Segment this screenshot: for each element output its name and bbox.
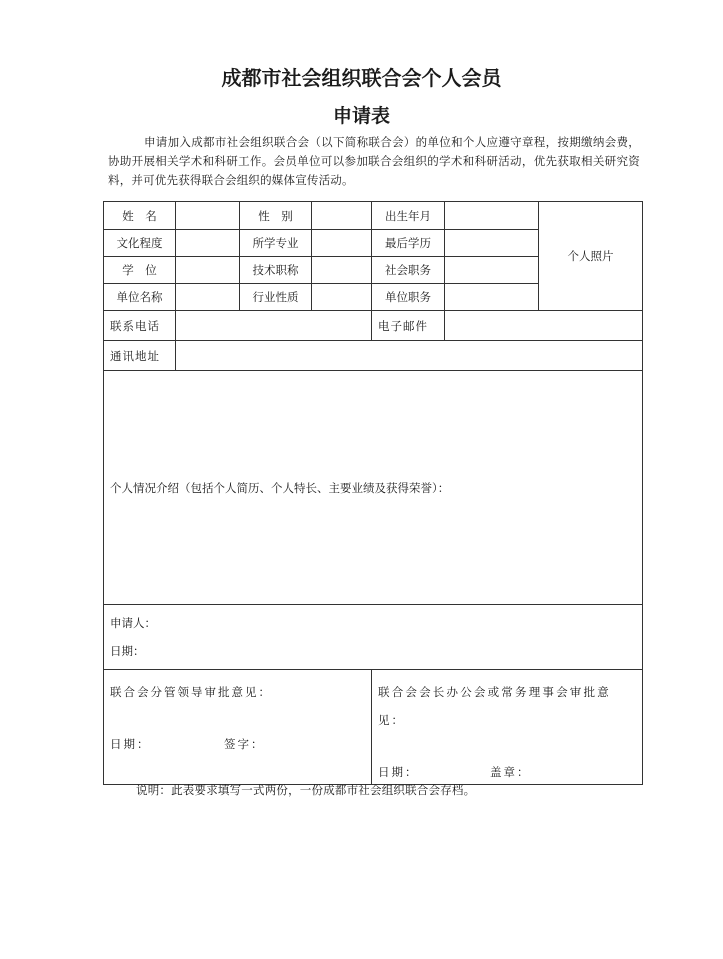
photo-cell[interactable] — [539, 202, 643, 311]
field-major[interactable] — [312, 230, 372, 257]
label-council-opinion-1: 联合会会长办公会或常务理事会审批意 — [378, 685, 611, 699]
field-industry[interactable] — [312, 284, 372, 311]
label-applicant: 申请人： — [110, 616, 156, 630]
label-degree: 学 位 — [104, 257, 176, 284]
label-phone: 联系电话 — [104, 311, 176, 341]
label-birth: 出生年月 — [372, 202, 445, 230]
form-subtitle: 申请表 — [332, 105, 390, 127]
field-education[interactable] — [176, 230, 240, 257]
field-gender[interactable] — [312, 202, 372, 230]
intro-paragraph: 申请加入成都市社会组织联合会（以下简称联合会）的单位和个人应遵守章程，按期缴纳会费，协助开展相关学术和科研工作。会员单位可以参加联合会组织的学术和科研活动，优先获取相关研究资料，并可优先获得联合会组织的媒体宣传活动。 — [108, 135, 640, 187]
label-education: 文化程度 — [104, 230, 176, 257]
label-last-degree: 最后学历 — [372, 230, 445, 257]
form-title: 成都市社会组织联合会个人会员 — [221, 66, 502, 90]
label-leader-opinion: 联合会分管领导审批意见： — [110, 685, 272, 699]
label-social-post: 社会职务 — [372, 257, 445, 284]
label-council-seal: 盖章： — [490, 765, 531, 779]
label-council-date: 日期： — [378, 765, 419, 779]
field-org-post[interactable] — [445, 284, 539, 311]
leader-approval-cell[interactable] — [104, 670, 372, 785]
field-org-name[interactable] — [176, 284, 240, 311]
label-profile: 个人情况介绍（包括个人简历、个人特长、主要业绩及获得荣誉）： — [110, 480, 450, 495]
field-last-degree[interactable] — [445, 230, 539, 257]
council-approval-cell[interactable] — [372, 670, 643, 785]
label-gender: 性 别 — [240, 202, 312, 230]
label-title: 技术职称 — [240, 257, 312, 284]
label-leader-sign: 签字： — [224, 737, 265, 751]
label-address: 通讯地址 — [104, 341, 176, 371]
label-council-opinion-2: 见： — [378, 713, 405, 727]
field-email[interactable] — [445, 311, 643, 341]
field-social-post[interactable] — [445, 257, 539, 284]
label-email: 电子邮件 — [372, 311, 445, 341]
label-leader-date: 日期： — [110, 737, 151, 751]
label-photo: 个人照片 — [567, 249, 614, 263]
field-birth[interactable] — [445, 202, 539, 230]
field-degree[interactable] — [176, 257, 240, 284]
field-title[interactable] — [312, 257, 372, 284]
label-industry: 行业性质 — [240, 284, 312, 311]
label-applicant-date: 日期： — [110, 644, 145, 658]
field-address[interactable] — [176, 341, 643, 371]
label-major: 所学专业 — [240, 230, 312, 257]
application-form — [103, 201, 643, 785]
field-phone[interactable] — [176, 311, 372, 341]
footer-note: 说明：此表要求填写一式两份，一份成都市社会组织联合会存档。 — [136, 783, 476, 797]
field-name[interactable] — [176, 202, 240, 230]
label-name: 姓 名 — [104, 202, 176, 230]
applicant-cell[interactable] — [104, 605, 643, 670]
profile-cell[interactable] — [104, 371, 643, 605]
label-org-post: 单位职务 — [372, 284, 445, 311]
label-org-name: 单位名称 — [104, 284, 176, 311]
